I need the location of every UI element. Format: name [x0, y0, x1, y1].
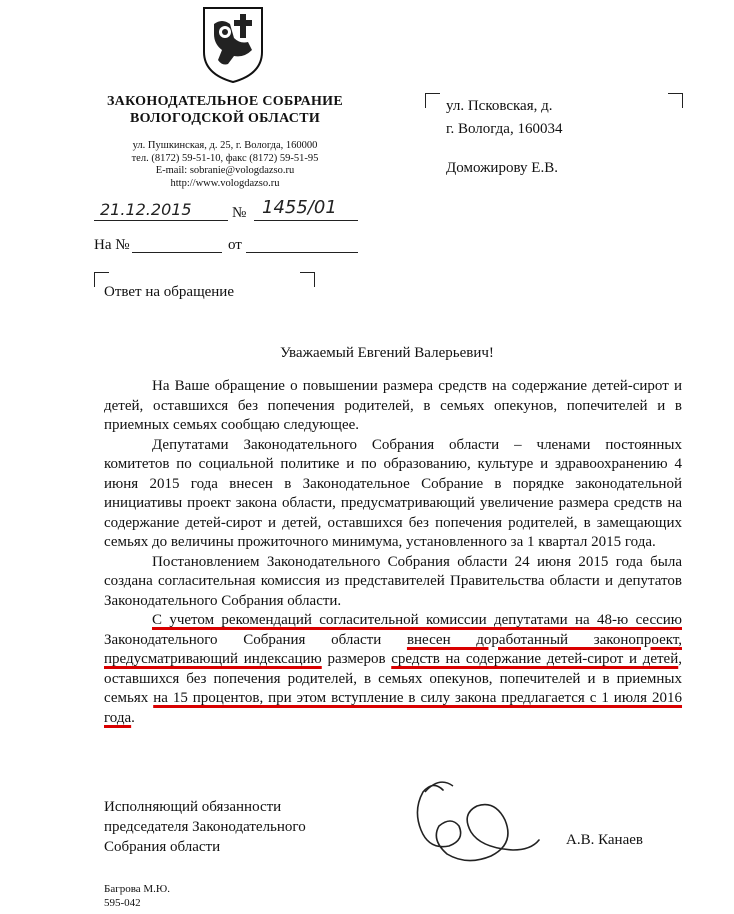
executor-phone: 595-042 — [104, 897, 141, 909]
org-website: http://www.vologdazso.ru — [170, 177, 280, 189]
recipient-name: Доможирову Е.В. — [446, 160, 558, 176]
letter-body — [104, 377, 682, 728]
registration-date: 21.12.2015 — [100, 200, 192, 219]
recipient-city: г. Вологда, 160034 — [446, 121, 563, 137]
signatory-line-1: Исполняющий обязанности — [104, 799, 282, 815]
recipient-block — [446, 95, 562, 180]
p4-text-c: , оставшихся без попечения родителей, в семьях опекунов, попечителей и в приемных семьях — [104, 651, 682, 706]
highlight-committee: С учетом рекомендаций согласительной комиссии депутатами на 48-ю сессию — [152, 612, 682, 628]
number-sign: № — [232, 205, 247, 221]
p4-text-a: Законодательного Собрания области — [104, 631, 407, 648]
p4-text-b: размеров — [321, 651, 392, 667]
registration-number: 1455/01 — [262, 197, 337, 218]
handwritten-signature-icon — [395, 770, 545, 870]
reference-number-label: На № — [94, 237, 130, 253]
executor-info — [104, 882, 170, 910]
coat-of-arms-icon — [200, 4, 266, 84]
signatory-line-3: Собрания области — [104, 839, 221, 855]
recipient-corner-left — [425, 93, 440, 108]
org-address: ул. Пушкинская, д. 25, г. Вологда, 160000 — [132, 140, 318, 151]
organization-contacts — [90, 140, 360, 190]
subject-line: Ответ на обращение — [104, 284, 234, 300]
org-line-2: ВОЛОГОДСКОЙ ОБЛАСТИ — [129, 111, 321, 126]
p4-text-d: . — [131, 709, 135, 726]
organization-name — [90, 93, 360, 127]
org-phone: тел. (8172) 59-51-10, факс (8172) 59-51-95 — [131, 152, 319, 164]
paragraph-4 — [104, 611, 682, 728]
highlight-funds: средств на содержание детей-сирот и детей — [391, 651, 679, 667]
subject-corner-right — [300, 272, 315, 287]
signatory-title — [104, 797, 306, 857]
paragraph-1: На Ваше обращение о повышении размера средств на содержание детей-сирот и детей, оставшихся без попечения родителей, в семьях опекунов, попечителей и в приемных семьях сообщаю следующее. — [104, 378, 682, 433]
org-email: E-mail: sobranie@vologdazso.ru — [155, 165, 295, 176]
org-line-1: ЗАКОНОДАТЕЛЬНОЕ СОБРАНИЕ — [106, 94, 344, 109]
paragraph-3: Постановлением Законодательного Собрания области 24 июня 2015 года была создана согласительная комиссия из представителей Правительства области и депутатов Законодательного Собрания области. — [104, 553, 682, 609]
recipient-corner-right — [668, 93, 683, 108]
paragraph-2: Депутатами Законодательного Собрания области – членами постоянных комитетов по социальной политике и по образованию, культуре и здравоохранению 4 июня 2015 года внесен в Законодательное Собрание в порядке законодательной инициативы проект закона области, предусматривающий увеличение размера средств на содержание детей-сирот и детей, оставшихся без попечения родителей, в замещающих семьях до величины прожиточного минимума, установленного за 1 квартал 2015 года. — [104, 436, 682, 550]
executor-name: Багрова М.Ю. — [104, 883, 170, 895]
recipient-street: ул. Псковская, д. — [446, 98, 553, 114]
salutation: Уважаемый Евгений Валерьевич! — [280, 345, 494, 361]
signatory-line-2: председателя Законодательного — [104, 819, 306, 835]
highlight-percent-date: на 15 процентов, при этом вступление в силу закона предлагается с 1 июля 2016 года — [104, 690, 683, 726]
signatory-name: А.В. Канаев — [566, 832, 643, 848]
highlight-revised-bill: внесен доработанный законопроект, предусматривающий индексацию — [104, 631, 682, 667]
reference-from-label: от — [228, 237, 242, 253]
